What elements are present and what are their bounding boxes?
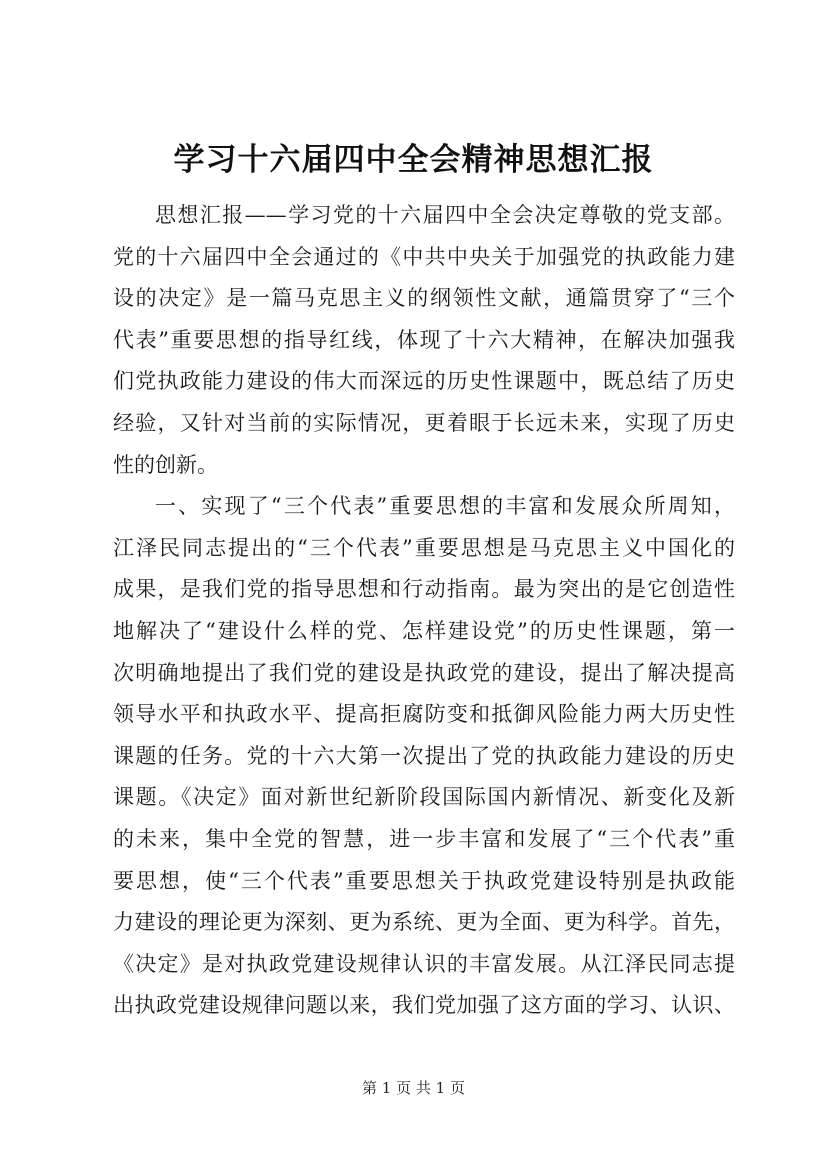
page-number-footer: 第 1 页 共 1 页 [362, 1079, 465, 1097]
body-line: 经验，又针对当前的实际情况，更着眼于长远未来，实现了历史 [113, 410, 735, 435]
body-line: 课题。《决定》面对新世纪新阶段国际国内新情况、新变化及新 [113, 785, 735, 810]
body-line: 设的决定》是一篇马克思主义的纲领性文献，通篇贯穿了“三个 [113, 286, 735, 311]
body-line: 领导水平和执政水平、提高拒腐防变和抵御风险能力两大历史性 [113, 702, 735, 727]
body-line: 《决定》是对执政党建设规律认识的丰富发展。从江泽民同志提 [113, 951, 735, 976]
body-line: 力建设的理论更为深刻、更为系统、更为全面、更为科学。首先， [113, 910, 735, 935]
body-line: 出执政党建设规律问题以来，我们党加强了这方面的学习、认识、 [113, 993, 735, 1018]
body-line: 代表”重要思想的指导红线，体现了十六大精神，在解决加强我 [113, 327, 735, 352]
body-line: 们党执政能力建设的伟大而深远的历史性课题中，既总结了历史 [113, 369, 735, 394]
body-line: 次明确地提出了我们党的建设是执政党的建设，提出了解决提高 [113, 660, 735, 685]
document-body [113, 195, 735, 1027]
body-line: 思想汇报——学习党的十六届四中全会决定尊敬的党支部。 [155, 203, 735, 227]
body-line: 一、实现了“三个代表”重要思想的丰富和发展众所周知， [155, 494, 735, 519]
document-title: 学习十六届四中全会精神思想汇报 [173, 142, 654, 178]
body-line: 党的十六届四中全会通过的《中共中央关于加强党的执政能力建 [113, 244, 735, 269]
body-line: 性的创新。 [113, 452, 218, 477]
body-line: 成果，是我们党的指导思想和行动指南。最为突出的是它创造性 [113, 577, 735, 602]
body-line: 江泽民同志提出的“三个代表”重要思想是马克思主义中国化的 [113, 535, 735, 560]
body-line: 课题的任务。党的十六大第一次提出了党的执政能力建设的历史 [113, 743, 735, 768]
body-line: 地解决了“建设什么样的党、怎样建设党”的历史性课题，第一 [113, 618, 735, 643]
body-line: 的未来，集中全党的智慧，进一步丰富和发展了“三个代表”重 [113, 826, 735, 851]
body-line: 要思想，使“三个代表”重要思想关于执政党建设特别是执政能 [113, 868, 735, 893]
